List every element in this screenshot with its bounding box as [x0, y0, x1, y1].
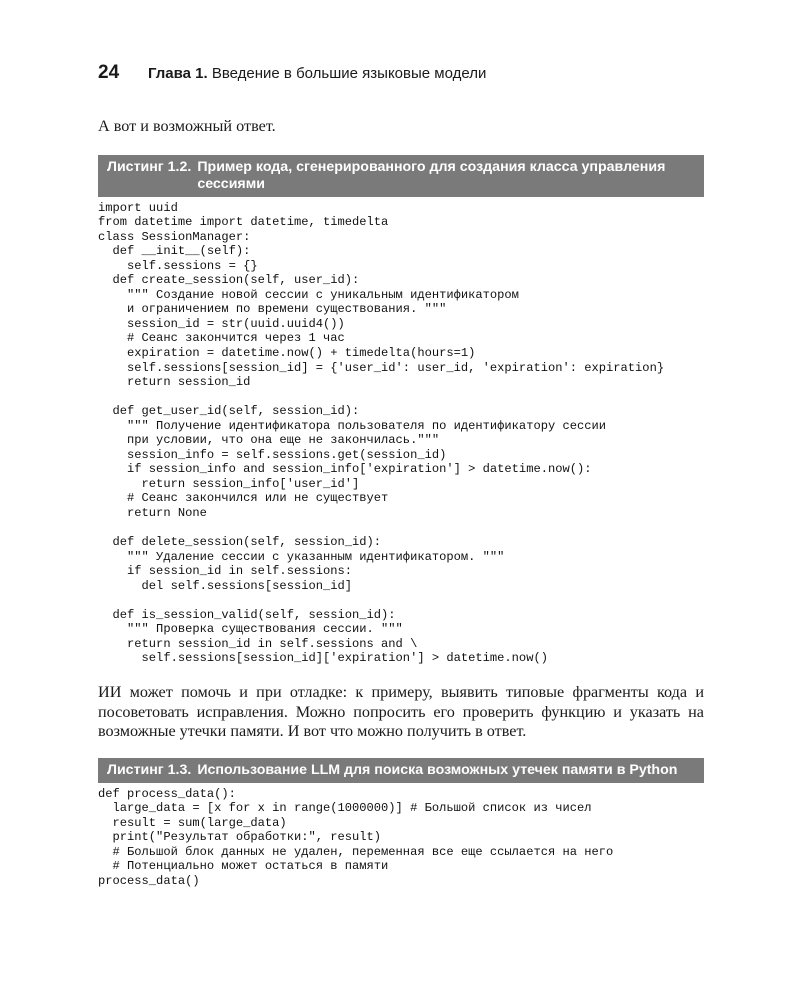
intro-paragraph: А вот и возможный ответ.: [98, 117, 276, 135]
running-head: [98, 62, 704, 88]
chapter-name: Введение в большие языковые модели: [211, 65, 487, 82]
code-block: import uuid from datetime import datetime, timedelta class SessionManager: def __init__(self): self.sessions = {} def create_session(self, user_id): """ Создание новой сессии с уникальным идентификатором и ограничением по времени существования. """ session_id = str(uuid.uuid4()) # Сеанс закончится через 1 час expiration = datetime.now() + timedelta(hours=1) self.sessions[session_id] = {'user_id': user_id, 'expiration': expiration} return session_id def get_user_id(self, session_id): """ Получение идентификатора пользователя по идентификатору сессии при условии, что она еще не закончилась.""" session_info = self.sessions.get(session_id) if session_info and session_info['expiration'] > datetime.now(): return session_info['user_id'] # Сеанс закончился или не существует return None def delete_session(self, session_id): """ Удаление сессии с указанным идентификатором. """ if session_id in self.sessions: del self.sessions[session_id] def is_session_valid(self, session_id): """ Проверка существования сессии. """ return session_id in self.sessions and \ self.sessions[session_id]['expiration'] > datetime.now(): [98, 200, 665, 666]
listing-1-2: [98, 155, 704, 667]
page-number: 24: [98, 62, 120, 83]
listing-label: Листинг 1.2.: [107, 158, 192, 175]
listing-1-3: [98, 758, 704, 889]
book-page: [98, 62, 704, 888]
listing-title: Пример кода, сгенерированного для создания класса управления сессиями: [197, 158, 666, 192]
listing-label: Листинг 1.3.: [107, 761, 192, 778]
chapter-title: [148, 65, 486, 82]
code-block: def process_data(): large_data = [x for x in range(1000000)] # Большой список из чисел result = sum(large_data) print("Результат обработки:", result) # Большой блок данных не удален, переменная все еще ссылается на него # Потенциально может остаться в памяти process_data(): [98, 786, 614, 888]
body-paragraph: ИИ может помочь и при отладке: к примеру, выявить типовые фрагменты кода и посоветовать исправления. Можно попросить его проверить функцию и указать на возможные утечки памяти. И вот что можно получить в ответ.: [98, 683, 704, 740]
listing-header: [98, 155, 704, 197]
chapter-label: Глава 1.: [148, 65, 208, 82]
listing-title: Использование LLM для поиска возможных утечек памяти в Python: [197, 761, 678, 778]
listing-header: [98, 758, 704, 783]
